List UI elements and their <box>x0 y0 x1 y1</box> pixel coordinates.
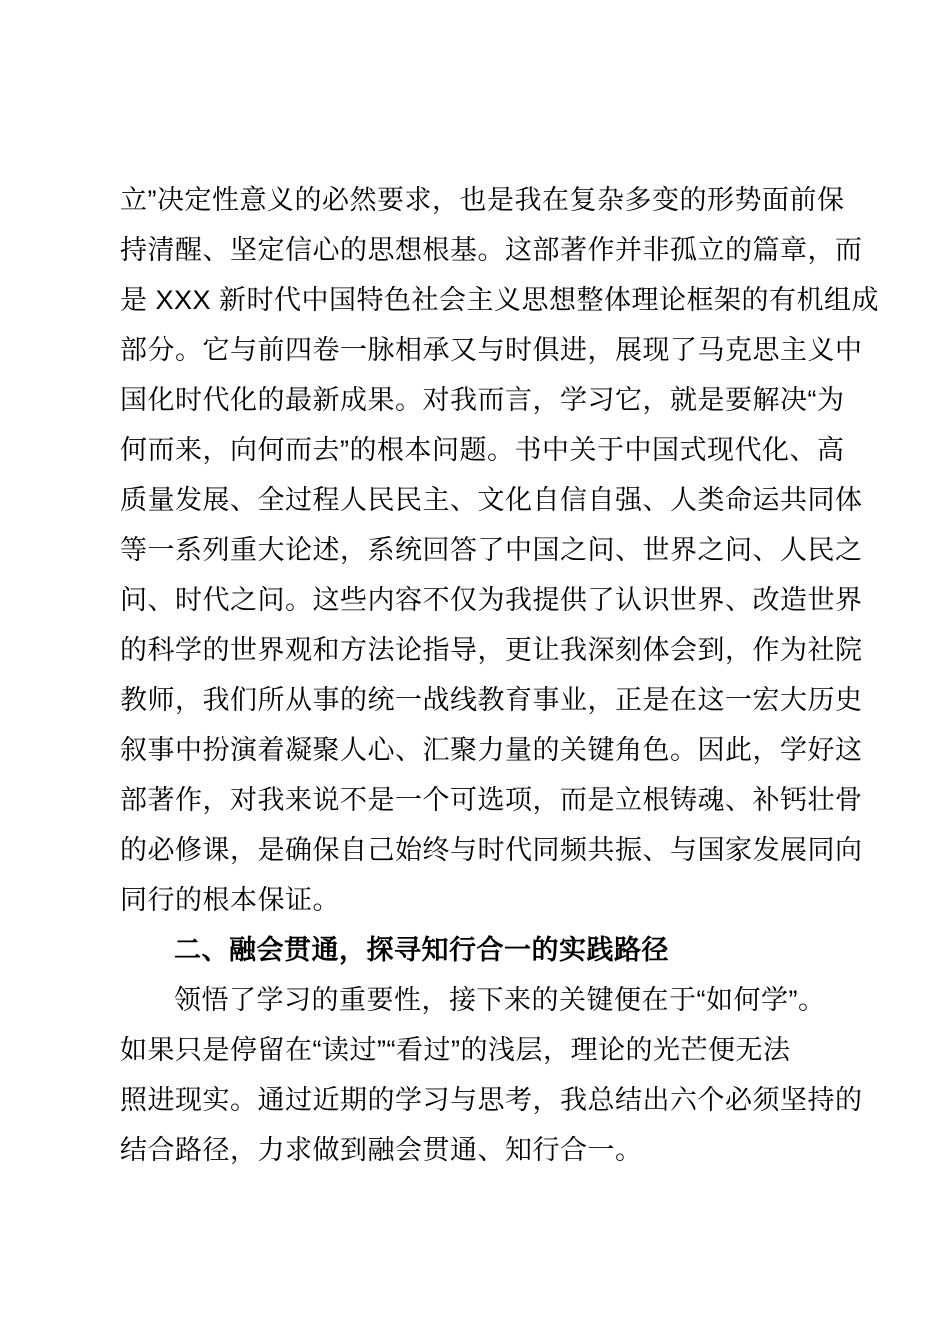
paragraph-continuation-line-12: 叙事中扮演着凝聚人心、汇聚力量的关键角色。因此，学好这 <box>120 735 863 765</box>
paragraph-continuation-line-13: 部著作，对我来说不是一个可选项，而是立根铸魂、补钙壮骨 <box>120 785 863 815</box>
paragraph-continuation-line-4: 部分。它与前四卷一脉相承又与时俱进，展现了马克思主义中 <box>120 335 863 365</box>
paragraph-continuation-line-8: 等一系列重大论述，系统回答了中国之问、世界之问、人民之 <box>120 535 863 565</box>
paragraph-continuation-line-7: 质量发展、全过程人民民主、文化自信自强、人类命运共同体 <box>120 485 863 515</box>
paragraph-continuation <box>120 175 880 925</box>
text-content <box>120 175 880 1175</box>
paragraph-continuation-line-1: 立”决定性意义的必然要求，也是我在复杂多变的形势面前保 <box>120 185 845 215</box>
paragraph-continuation-line-9: 问、时代之问。这些内容不仅为我提供了认识世界、改造世界 <box>120 585 863 615</box>
paragraph-2 <box>120 975 863 1175</box>
paragraph-continuation-line-3: 是 XXX 新时代中国特色社会主义思想整体理论框架的有机组成 <box>120 285 880 315</box>
paragraph-continuation-line-2: 持清醒、坚定信心的思想根基。这部著作并非孤立的篇章，而 <box>120 235 863 265</box>
section-heading-2 <box>120 925 850 975</box>
paragraph-2-line-4: 结合路径，力求做到融会贯通、知行合一。 <box>120 1135 643 1165</box>
paragraph-continuation-line-6: 何而来，向何而去”的根本问题。书中关于中国式现代化、高 <box>120 435 845 465</box>
paragraph-continuation-line-5: 国化时代化的最新成果。对我而言，学习它，就是要解决“为 <box>120 385 845 415</box>
paragraph-2-line-2: 如果只是停留在“读过”“看过”的浅层，理论的光芒便无法 <box>120 1035 791 1065</box>
paragraph-2-line-1: 领悟了学习的重要性，接下来的关键便在于“如何学”。 <box>174 985 826 1015</box>
paragraph-continuation-line-11: 教师，我们所从事的统一战线教育事业，正是在这一宏大历史 <box>120 685 863 715</box>
paragraph-continuation-line-10: 的科学的世界观和方法论指导，更让我深刻体会到，作为社院 <box>120 635 863 665</box>
paragraph-continuation-line-14: 的必修课，是确保自己始终与时代同频共振、与国家发展同向 <box>120 835 863 865</box>
paragraph-continuation-line-15: 同行的根本保证。 <box>120 885 340 915</box>
section-heading-2-line-1: 二、融会贯通，探寻知行合一的实践路径 <box>174 935 669 965</box>
paragraph-2-line-3: 照进现实。通过近期的学习与思考，我总结出六个必须坚持的 <box>120 1085 863 1115</box>
